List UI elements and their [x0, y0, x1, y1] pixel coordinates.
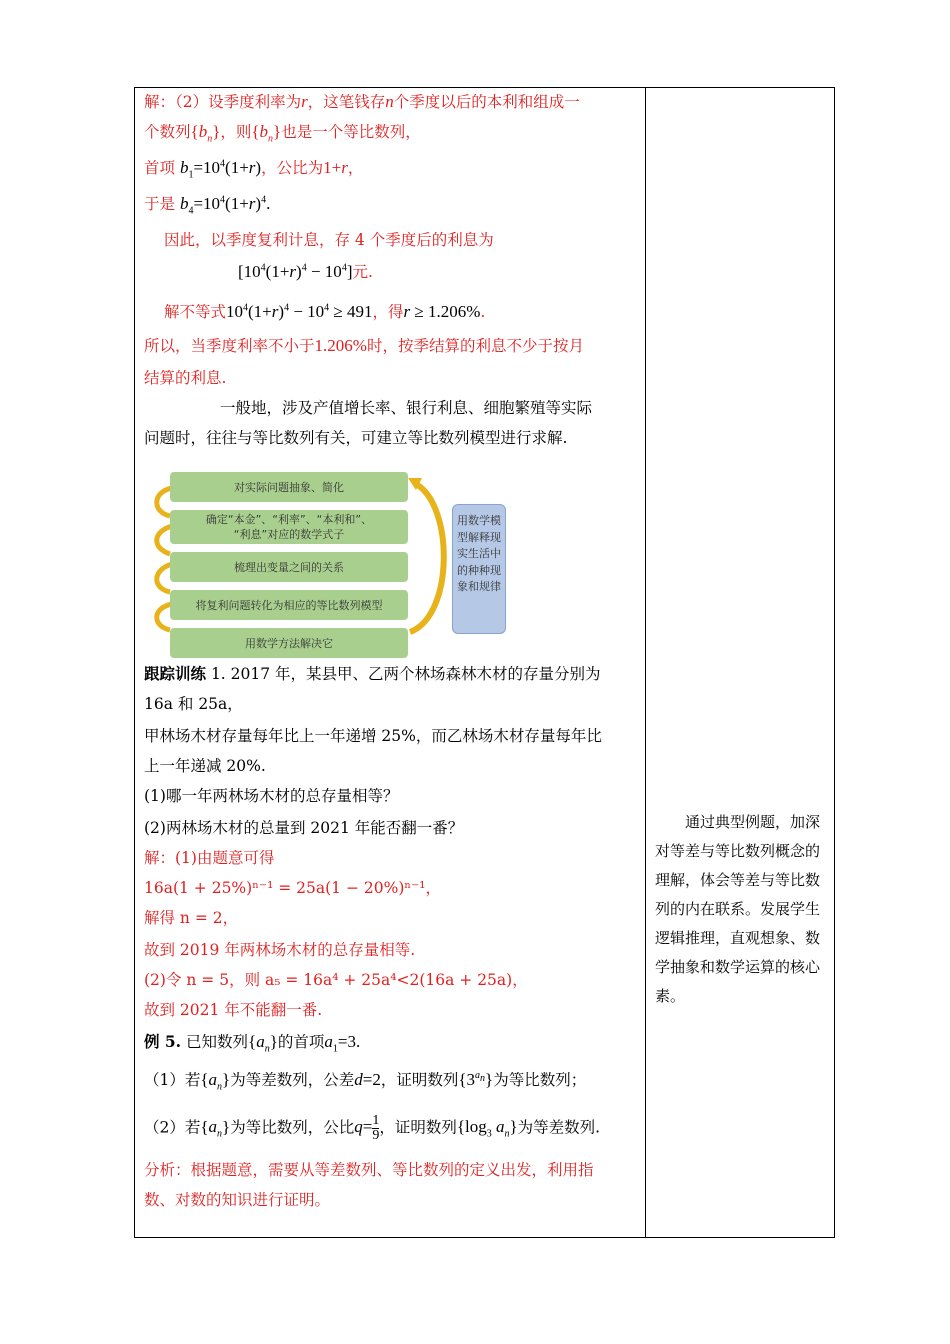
flow-step-5: 用数学方法解决它 [170, 628, 408, 658]
exercise-solution-2: 16a(1 + 25%)ⁿ⁻¹ = 25a(1 − 20%)ⁿ⁻¹， [144, 879, 441, 897]
solution-line-1: 解：（2）设季度利率为r，这笔钱存n个季度以后的本利和组成一 [144, 92, 580, 111]
solution-line-4: 于是 $b_4=10^4(1+r)^4$. [144, 194, 271, 217]
solution-line-8: 所以，当季度利率不小于1.206%时，按季结算的利息不少于按月 [144, 336, 584, 355]
solution-line-7: 解不等式$10^4(1+r)^4 - 10^4 \ge 491$，得r ≥ 1.206%. [164, 302, 486, 321]
exercise-line-4: 上一年递减 20%. [144, 757, 266, 775]
example5-line-2: （1）若$\{a_n\}$为等差数列，公差d=2，证明数列$\{3^{a_n}\}$为等比数列； [144, 1070, 587, 1093]
exercise-solution-1: 解：(1)由题意可得 [144, 849, 275, 867]
design-intent-text: 通过典型例题，加深对等差与等比数列概念的理解，体会等差与等比数列的内在联系。发展学生逻辑推理，直观想象、数学抽象和数学运算的核心素。 [655, 813, 821, 1005]
example5-line-1: 例 5. 已知数列$\{a_n\}$的首项$a_1=3$. [144, 1032, 361, 1055]
example5-analysis-1: 分析：根据题意，需要从等差数列、等比数列的定义出发，利用指 [144, 1161, 594, 1179]
flow-side-note: 用数学模型解释现实生活中的种种现象和规律 [452, 504, 506, 634]
example5-analysis-2: 数、对数的知识进行证明。 [144, 1191, 331, 1209]
exercise-line-3: 甲林场木材存量每年比上一年递增 25%，而乙林场木材存量每年比 [144, 727, 602, 745]
lesson-table [134, 87, 835, 1238]
example5-line-3: （2）若$\{a_n\}$为等比数列，公比q= $\frac{1}{9}$ ，证明数列{$\log_3$ $a_n$}为等差数列. [144, 1113, 601, 1143]
exercise-solution-6: 故到 2021 年不能翻一番. [144, 1001, 323, 1019]
exercise-line-2: 16a 和 25a， [144, 695, 243, 713]
solution-line-5: 因此，以季度复利计息，存 4 个季度后的利息为 [164, 231, 494, 249]
flow-step-4: 将复利问题转化为相应的等比数列模型 [170, 590, 408, 620]
exercise-line-1: 跟踪训练 1. 2017 年，某县甲、乙两个林场森林木材的存量分别为 [144, 664, 601, 683]
general-note-line-2: 问题时，往往与等比数列有关，可建立等比数列模型进行求解. [144, 429, 568, 447]
solution-line-3: 首项 $b_1=10^4(1+r)$，公比为1+r， [144, 158, 364, 181]
exercise-solution-5: (2)令 n = 5，则 a₅ = 16a⁴ + 25a⁴<2(16a + 25a)， [144, 971, 528, 989]
flow-step-2: 确定“本金”、“利率”、“本利和”、 “利息”对应的数学式子 [170, 510, 408, 544]
solution-line-9: 结算的利息. [144, 369, 227, 387]
design-intent-column [655, 808, 830, 1011]
solution-line-2: 个数列$\{b_n\}$，则$\{b_n\}$也是一个等比数列， [144, 122, 421, 145]
general-note-line-1: 一般地，涉及产值增长率、银行利息、细胞繁殖等实际 [220, 399, 593, 417]
solution-line-6: $[10^4(1+r)^4 - 10^4]$元. [238, 262, 373, 281]
exercise-question-1: (1)哪一年两林场木材的总存量相等？ [144, 787, 399, 805]
flow-step-3: 梳理出变量之间的关系 [170, 552, 408, 582]
exercise-solution-3: 解得 n = 2， [144, 909, 239, 927]
column-divider [645, 88, 646, 1237]
exercise-question-2: (2)两林场木材的总量到 2021 年能否翻一番？ [144, 819, 464, 837]
modeling-flow-diagram [154, 466, 514, 666]
exercise-solution-4: 故到 2019 年两林场木材的总存量相等. [144, 941, 416, 959]
flow-step-1: 对实际问题抽象、简化 [170, 472, 408, 502]
